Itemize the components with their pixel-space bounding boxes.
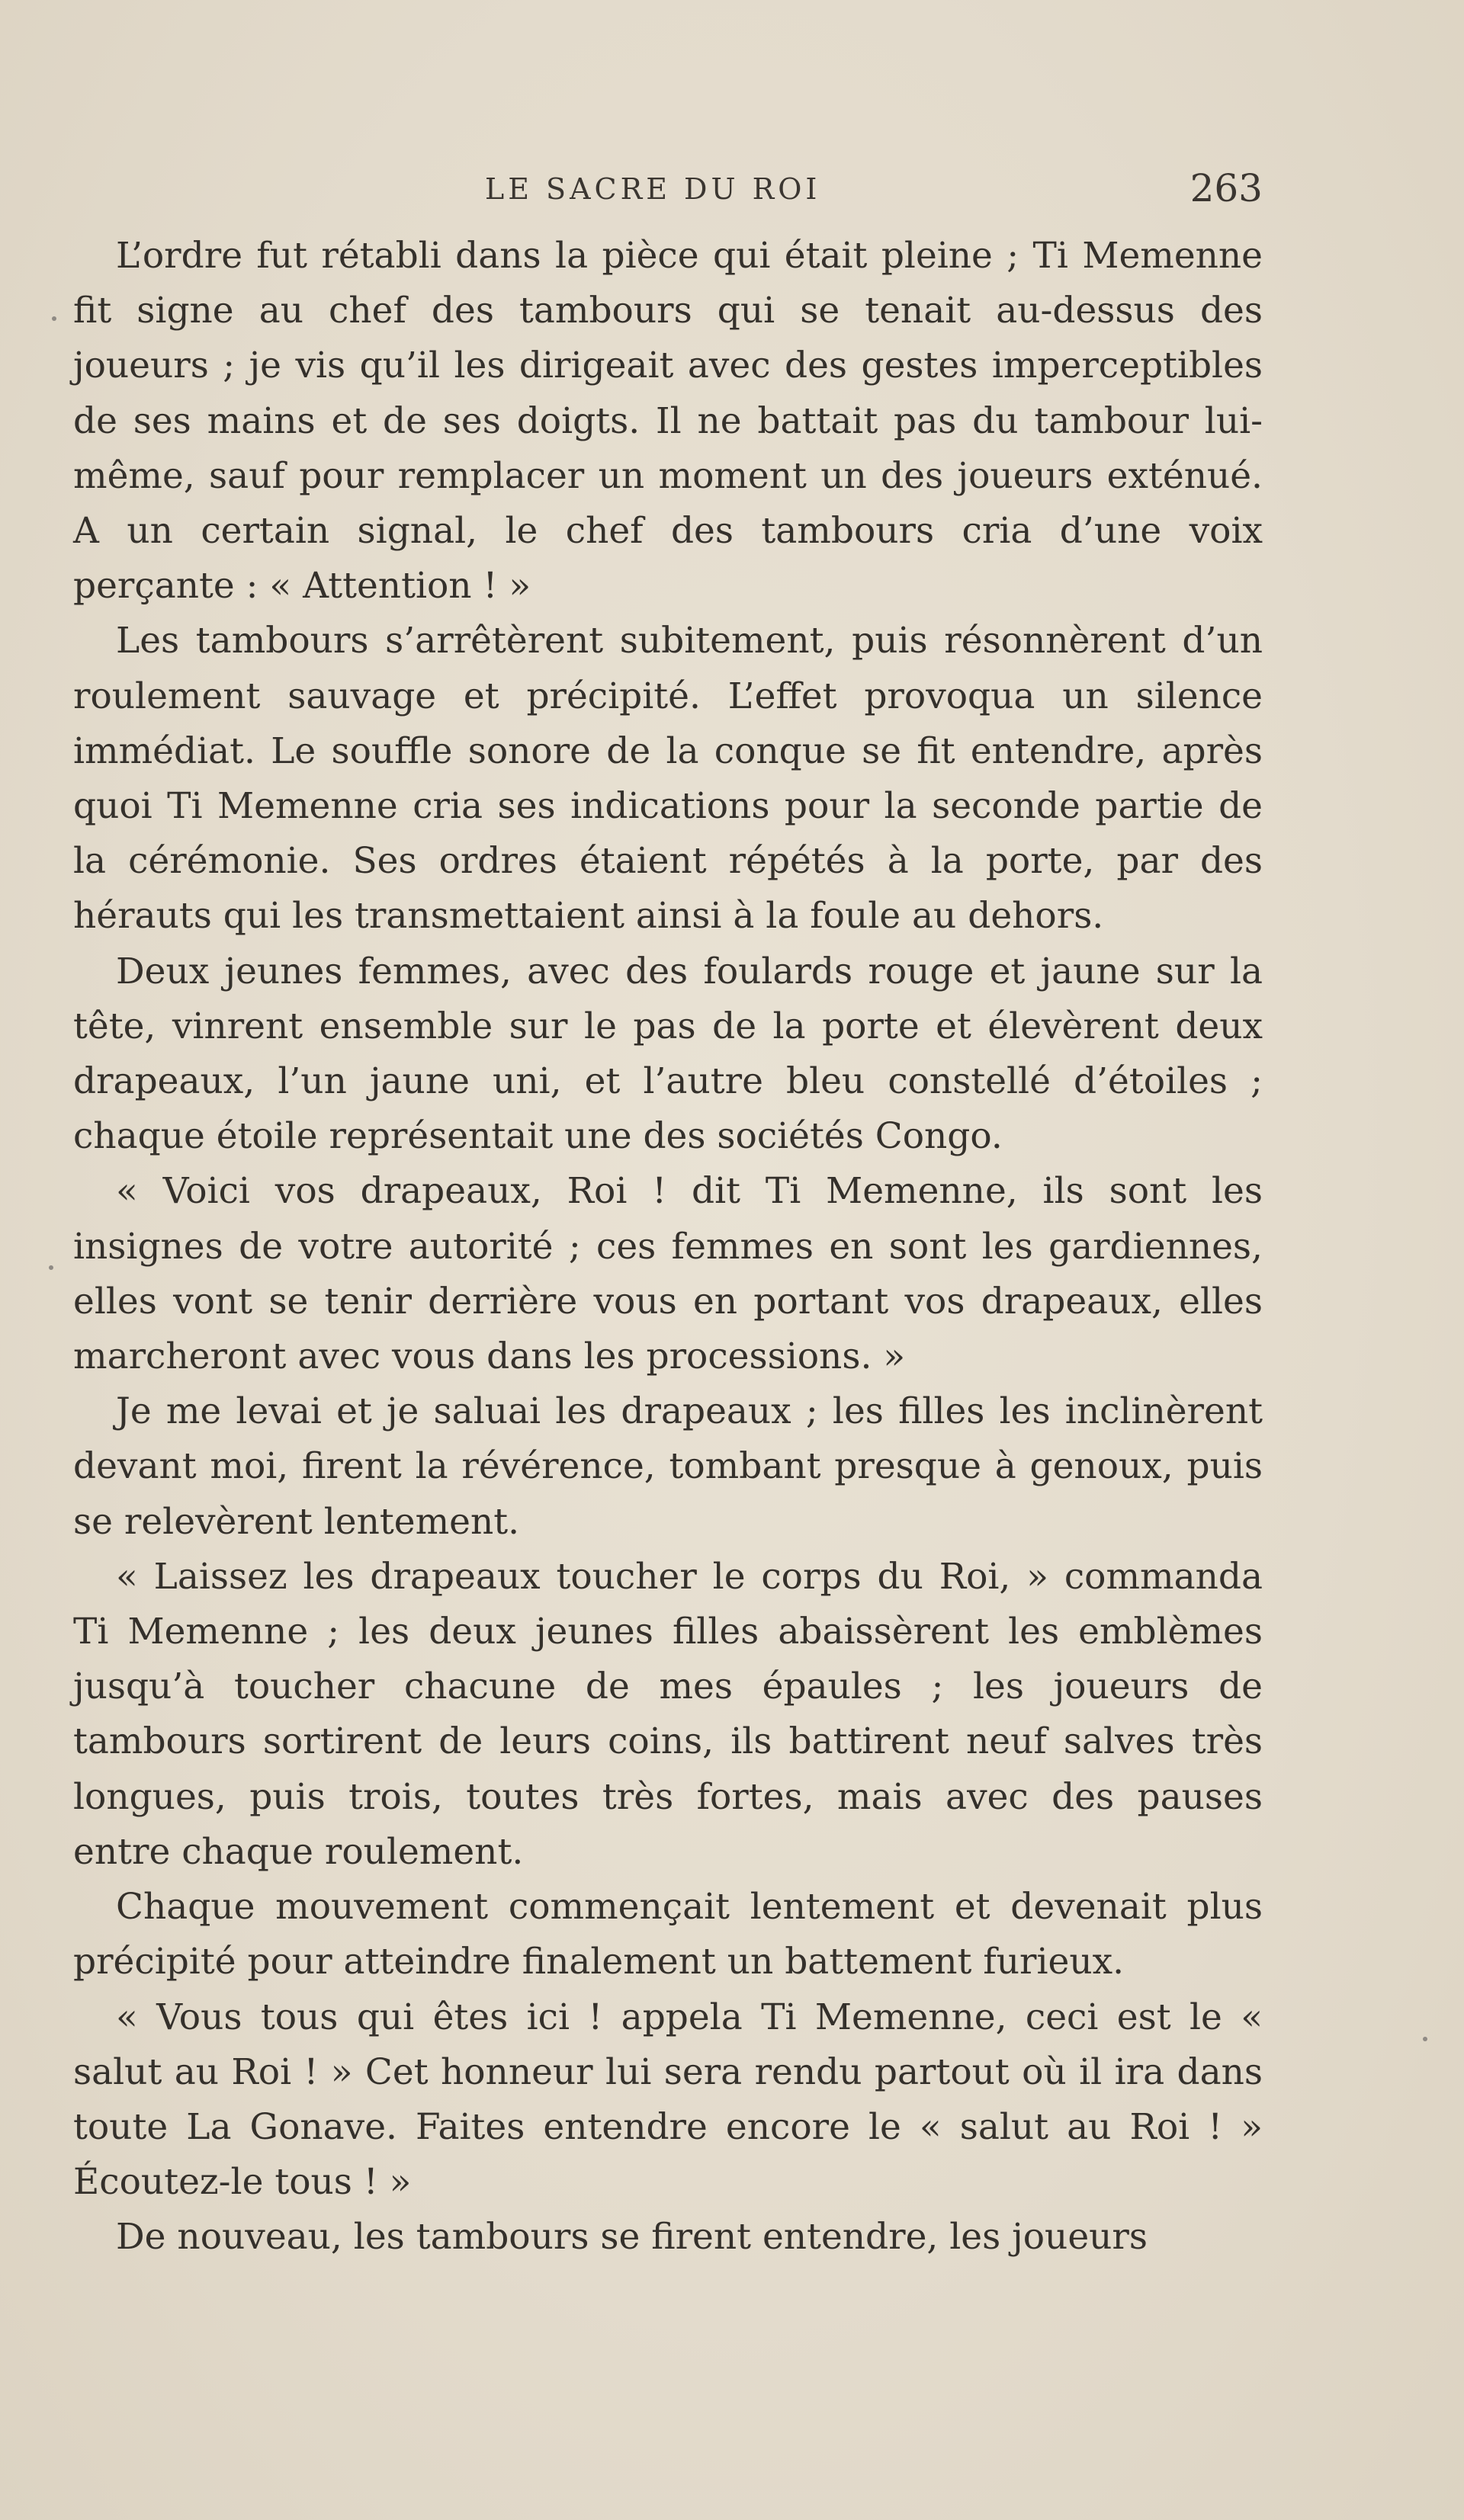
body-text [73, 229, 1263, 2265]
running-head: LE SACRE DU ROI [485, 172, 821, 206]
page-header [73, 166, 1263, 212]
paragraph-4: « Voici vos drapeaux, Roi ! dit Ti Memenne, ils sont les insignes de votre autorité ; ces femmes en sont les gardiennes, elles vont se tenir derrière vous en portant vos drapeaux, elles marcheront avec vous dans les processions. » [73, 1170, 1263, 1378]
paragraph-1: L’ordre fut rétabli dans la pièce qui était pleine ; Ti Memenne fit signe au chef des tambours qui se tenait au-dessus des joueurs ; je vis qu’il les dirigeait avec des gestes imperceptibles de ses mains et de ses doigts. Il ne battait pas du tambour lui-même, sauf pour remplacer un moment un des joueurs exténué. A un certain signal, le chef des tambours cria d’une voix perçante : « Attention ! » [73, 235, 1263, 608]
margin-speck [1423, 2037, 1427, 2041]
paragraph-2: Les tambours s’arrêtèrent subitement, puis résonnèrent d’un roulement sauvage et précipité. L’effet provoqua un silence immédiat. Le souffle sonore de la conque se fit entendre, après quoi Ti Memenne cria ses indications pour la seconde partie de la cérémonie. Ses ordres étaient répétés à la porte, par des hérauts qui les transmettaient ainsi à la foule au dehors. [73, 620, 1263, 938]
paragraph-8: « Vous tous qui êtes ici ! appela Ti Memenne, ceci est le « salut au Roi ! » Cet honneur lui sera rendu partout où il ira dans toute La Gonave. Faites entendre encore le « salut au Roi ! » Écoutez-le tous ! » [73, 1996, 1263, 2204]
paragraph-7: Chaque mouvement commençait lentement et devenait plus précipité pour atteindre finalement un battement furieux. [73, 1886, 1263, 1983]
margin-speck [49, 1265, 53, 1270]
paragraph-5: Je me levai et je saluai les drapeaux ; les filles les inclinèrent devant moi, firent la révérence, tombant presque à genoux, puis se relevèrent lentement. [73, 1390, 1263, 1543]
paragraph-6: « Laissez les drapeaux toucher le corps du Roi, » commanda Ti Memenne ; les deux jeunes filles abaissèrent les emblèmes jusqu’à toucher chacune de mes épaules ; les joueurs de tambours sortirent de leurs coins, ils battirent neuf salves très longues, puis trois, toutes très fortes, mais avec des pauses entre chaque roulement. [73, 1555, 1263, 1873]
page-number: 263 [1190, 166, 1263, 210]
margin-speck [52, 316, 56, 321]
paragraph-9: De nouveau, les tambours se firent entendre, les joueurs [116, 2216, 1148, 2259]
paragraph-3: Deux jeunes femmes, avec des foulards rouge et jaune sur la tête, vinrent ensemble sur le pas de la porte et élevèrent deux drapeaux, l’un jaune uni, et l’autre bleu constellé d’étoiles ; chaque étoile représentait une des sociétés Congo. [73, 950, 1263, 1158]
